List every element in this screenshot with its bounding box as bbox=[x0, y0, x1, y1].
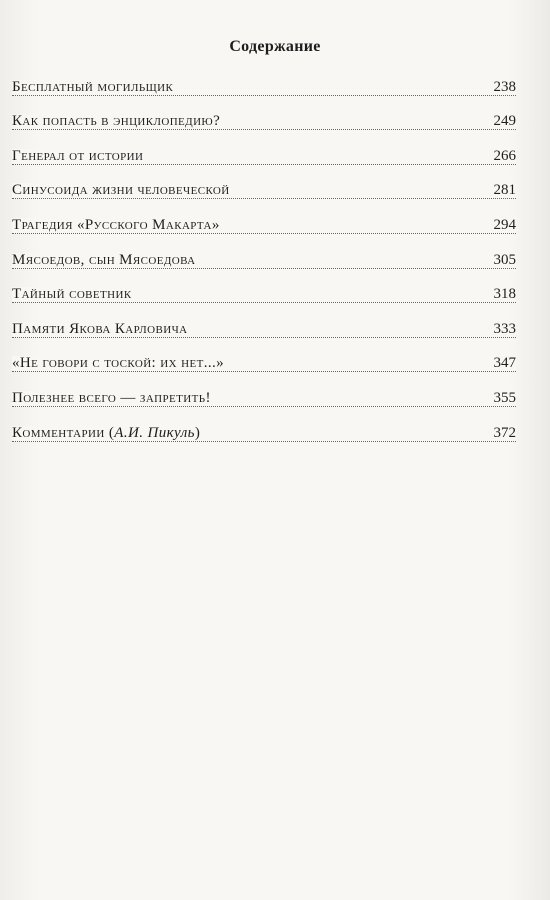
toc-entry-page: 281 bbox=[490, 183, 517, 198]
toc-entry[interactable] bbox=[12, 310, 516, 345]
toc-entry-title-start: Комментарии ( bbox=[12, 424, 115, 441]
toc-entry[interactable] bbox=[12, 345, 516, 380]
toc-entry[interactable] bbox=[12, 414, 516, 449]
toc-entry[interactable] bbox=[12, 172, 516, 207]
toc-entry[interactable] bbox=[12, 103, 516, 138]
toc-entry-title: Памяти Якова Карловича bbox=[12, 322, 191, 337]
toc-entry-page: 294 bbox=[490, 218, 517, 233]
toc-entry-page: 249 bbox=[490, 114, 517, 129]
toc-heading: Содержание bbox=[229, 38, 321, 55]
toc-entry-title: Синусоида жизни человеческой bbox=[12, 183, 234, 198]
toc-entry-title: Трагедия «Русского Макарта» bbox=[12, 218, 224, 233]
toc-entry-title: «Не говори с тоской: их нет...» bbox=[12, 356, 228, 371]
toc-entry-page: 318 bbox=[490, 287, 517, 302]
toc-entry-title: Как попасть в энциклопедию? bbox=[12, 114, 224, 129]
toc-entry-page: 355 bbox=[490, 391, 517, 406]
toc-entry[interactable] bbox=[12, 137, 516, 172]
toc-entry[interactable] bbox=[12, 379, 516, 414]
toc-entry-author: А.И. Пикуль bbox=[114, 424, 195, 441]
toc-entry-page: 333 bbox=[490, 322, 517, 337]
toc-entry-page: 347 bbox=[490, 356, 517, 371]
toc-entry-title: Тайный советник bbox=[12, 287, 136, 302]
toc-entry-title-end: ) bbox=[194, 424, 201, 441]
toc-entry[interactable] bbox=[12, 206, 516, 241]
toc-entry-title: Мясоедов, сын Мясоедова bbox=[12, 253, 200, 268]
toc-entry-title: Полезнее всего — запретить! bbox=[12, 391, 215, 406]
toc-entry-page: 372 bbox=[490, 426, 517, 441]
toc-entry-page: 238 bbox=[490, 80, 517, 95]
toc-entry[interactable] bbox=[12, 241, 516, 276]
toc-entry-page: 266 bbox=[490, 149, 517, 164]
table-of-contents bbox=[12, 68, 516, 449]
toc-entry-title: Генерал от истории bbox=[12, 149, 147, 164]
toc-entry[interactable] bbox=[12, 68, 516, 103]
toc-entry-title: Бесплатный могильщик bbox=[12, 80, 177, 95]
toc-entry-title bbox=[12, 426, 204, 441]
toc-entry[interactable] bbox=[12, 276, 516, 311]
toc-entry-page: 305 bbox=[490, 253, 517, 268]
